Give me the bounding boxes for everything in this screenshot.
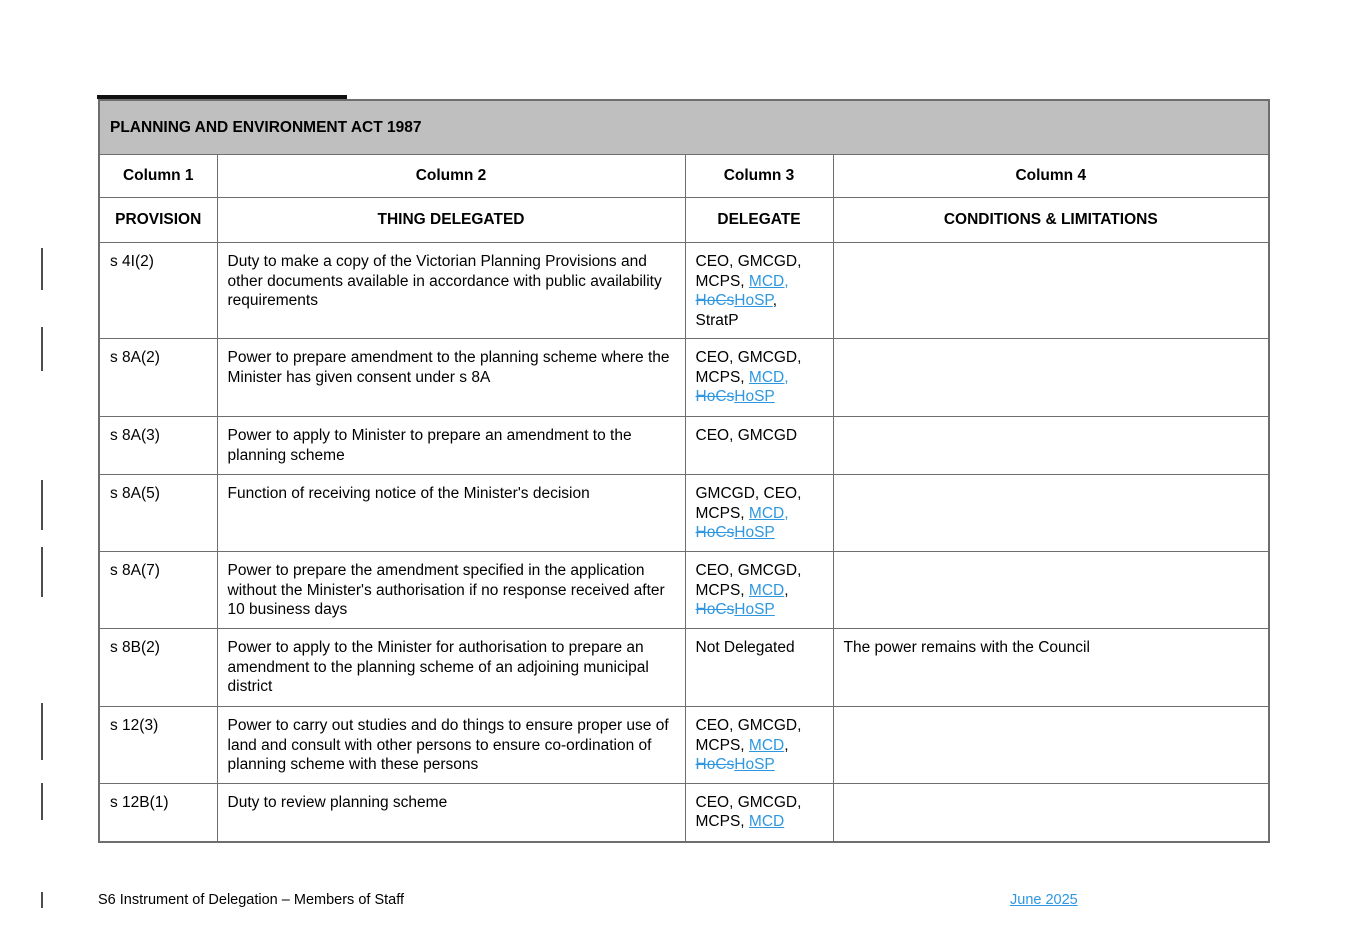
delegate-header: DELEGATE (685, 198, 833, 243)
delegate-cell (685, 243, 833, 339)
provision-cell: s 8A(7) (99, 552, 217, 629)
delegate-cell (685, 629, 833, 707)
conditions-cell (833, 552, 1269, 629)
provision-cell: s 8A(5) (99, 475, 217, 552)
inserted-text: MCD, (748, 272, 789, 290)
thing-delegated-cell: Duty to review planning scheme (217, 783, 685, 842)
inserted-text: HoSP (734, 524, 775, 541)
table-row (99, 552, 1269, 629)
deleted-text: HoCs (695, 524, 735, 541)
change-bar (41, 783, 43, 820)
inserted-text: HoSP (734, 292, 773, 309)
column-header-4: Column 4 (833, 155, 1269, 198)
delegate-text: CEO, GMCGD, MCPS, (695, 253, 802, 290)
change-bar (41, 327, 43, 371)
provision-cell: s 8A(2) (99, 339, 217, 417)
delegate-text: CEO, GMCGD, MCPS, (695, 793, 802, 830)
table-row (99, 629, 1269, 707)
delegate-text: , (784, 736, 789, 754)
table-row (99, 417, 1269, 475)
footer-doc-title: S6 Instrument of Delegation – Members of Staff (98, 892, 405, 908)
deleted-text: HoCs (695, 756, 735, 773)
field-header-row (99, 198, 1269, 243)
delegate-text: CEO, GMCGD, MCPS, (695, 349, 802, 386)
thing-delegated-cell: Power to apply to Minister to prepare an amendment to the planning scheme (217, 417, 685, 475)
inserted-text: HoSP (734, 756, 775, 773)
delegate-cell (685, 783, 833, 842)
conditions-cell (833, 707, 1269, 784)
change-bar (41, 547, 43, 597)
inserted-text: MCD (748, 581, 785, 599)
provision-cell: s 12(3) (99, 707, 217, 784)
conditions-cell (833, 417, 1269, 475)
column-header-row (99, 155, 1269, 198)
table-row (99, 475, 1269, 552)
delegation-table (98, 99, 1270, 843)
conditions-header: CONDITIONS & LIMITATIONS (833, 198, 1269, 243)
column-header-3: Column 3 (685, 155, 833, 198)
act-title: PLANNING AND ENVIRONMENT ACT 1987 (99, 100, 1269, 155)
conditions-cell (833, 339, 1269, 417)
delegate-text: CEO, GMCGD, MCPS, (695, 562, 802, 599)
deleted-text: HoCs (695, 601, 735, 618)
delegate-cell (685, 339, 833, 417)
thing-delegated-cell: Duty to make a copy of the Victorian Planning Provisions and other documents available in accordance with public availability requirements (217, 243, 685, 339)
delegate-text: , (784, 581, 789, 599)
inserted-text: MCD (748, 813, 785, 830)
footer-date: June 2025 (1010, 892, 1078, 908)
change-bar (41, 480, 43, 530)
change-bar (41, 703, 43, 760)
delegate-cell (685, 475, 833, 552)
deleted-text: HoCs (695, 388, 735, 405)
inserted-text: MCD, (748, 368, 789, 386)
provision-cell: s 8A(3) (99, 417, 217, 475)
thing-delegated-cell: Power to prepare amendment to the planning scheme where the Minister has given consent under s 8A (217, 339, 685, 417)
inserted-text: HoSP (734, 601, 775, 618)
delegate-text: CEO, GMCGD (695, 427, 798, 444)
table-row (99, 707, 1269, 784)
inserted-text: MCD, (748, 504, 789, 522)
change-bar (41, 892, 43, 908)
inserted-text: MCD (748, 736, 785, 754)
delegate-text: Not Delegated (695, 639, 795, 656)
table-row (99, 339, 1269, 417)
column-header-2: Column 2 (217, 155, 685, 198)
deleted-text: HoCs (695, 292, 735, 309)
delegate-text: , StratP (695, 292, 778, 329)
conditions-cell (833, 783, 1269, 842)
thing-delegated-cell: Power to prepare the amendment specified in the application without the Minister's authorisation if no response received after 10 business days (217, 552, 685, 629)
inserted-text: HoSP (734, 388, 775, 405)
conditions-cell (833, 243, 1269, 339)
provision-header: PROVISION (99, 198, 217, 243)
thing-delegated-cell: Power to carry out studies and do things to ensure proper use of land and consult with other persons to ensure co-ordination of planning scheme with these persons (217, 707, 685, 784)
provision-cell: s 12B(1) (99, 783, 217, 842)
provision-cell: s 4I(2) (99, 243, 217, 339)
thing-delegated-cell: Power to apply to the Minister for authorisation to prepare an amendment to the planning scheme of an adjoining municipal district (217, 629, 685, 707)
table-row (99, 783, 1269, 842)
delegate-cell (685, 707, 833, 784)
delegate-cell (685, 552, 833, 629)
conditions-cell: The power remains with the Council (833, 629, 1269, 707)
delegate-text: GMCGD, CEO, MCPS, (695, 485, 802, 522)
table-body (99, 243, 1269, 843)
act-title-row (99, 100, 1269, 155)
change-bar (41, 248, 43, 290)
table-row (99, 243, 1269, 339)
delegate-text: CEO, GMCGD, MCPS, (695, 717, 802, 754)
delegate-cell (685, 417, 833, 475)
thing-delegated-cell: Function of receiving notice of the Minister's decision (217, 475, 685, 552)
thing-delegated-header: THING DELEGATED (217, 198, 685, 243)
conditions-cell (833, 475, 1269, 552)
column-header-1: Column 1 (99, 155, 217, 198)
provision-cell: s 8B(2) (99, 629, 217, 707)
